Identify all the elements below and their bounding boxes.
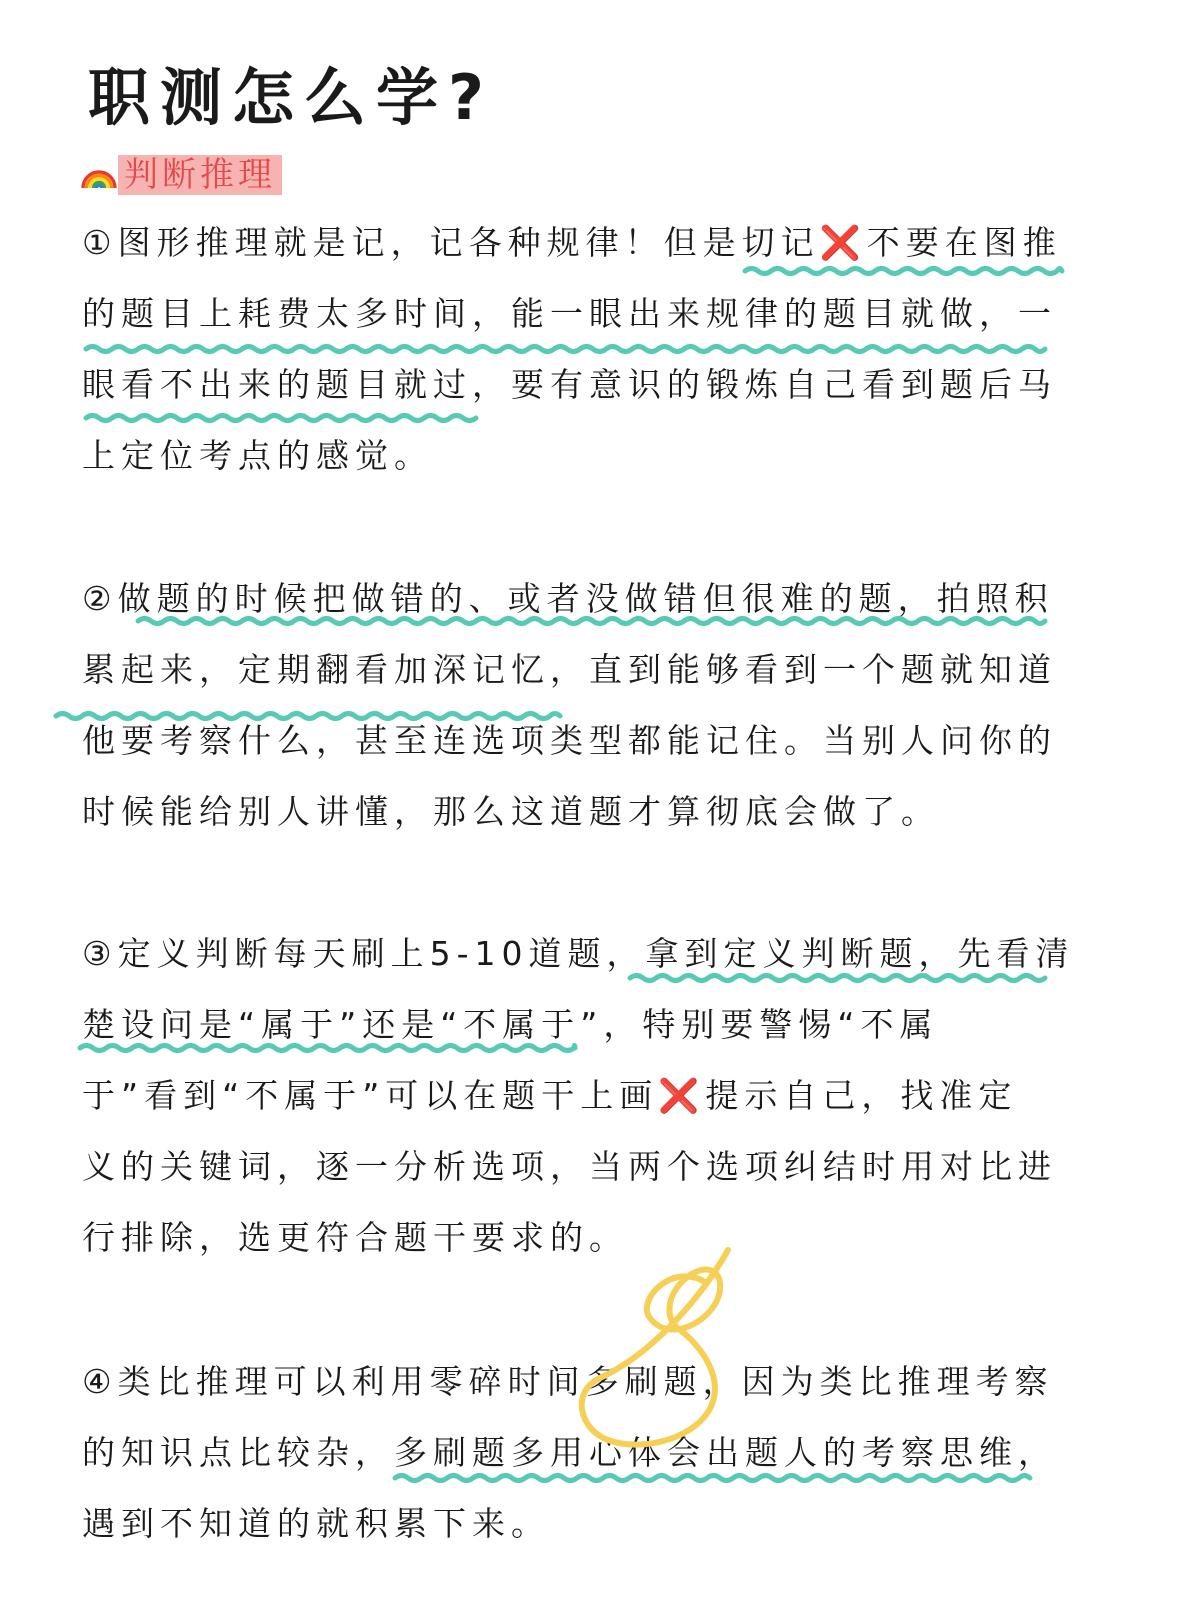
text-span: 不要在图推 bbox=[866, 223, 1062, 262]
text-line bbox=[82, 1358, 1054, 1406]
section-label: 判断推理 bbox=[118, 155, 282, 195]
text-span: 提示自己，找准定 bbox=[705, 1076, 1018, 1115]
text-span: 行排除，选更符合题干要求的。 bbox=[82, 1218, 628, 1257]
wavy-underline bbox=[86, 347, 1045, 352]
text-span: ④类比推理可以利用零碎时间多刷题，因为类比推理考察 bbox=[82, 1362, 1054, 1401]
page-title: 职测怎么学? bbox=[88, 61, 494, 134]
text-line bbox=[82, 1143, 1057, 1191]
text-span: 于”看到“不属于”可以在题干上画 bbox=[82, 1076, 659, 1115]
text-line bbox=[82, 788, 940, 836]
text-line bbox=[82, 1001, 938, 1049]
text-span: 遇到不知道的就积累下来。 bbox=[82, 1504, 550, 1543]
text-span: 上定位考点的感觉。 bbox=[82, 436, 433, 475]
section-heading bbox=[80, 153, 282, 197]
text-line bbox=[82, 575, 1054, 623]
text-span: 他要考察什么，甚至连选项类型都能记住。当别人问你的 bbox=[82, 721, 1057, 760]
text-line bbox=[82, 361, 1057, 409]
wavy-underline bbox=[86, 416, 476, 421]
text-span: 累起来，定期翻看加深记忆，直到能够看到一个题就知道 bbox=[82, 650, 1057, 689]
text-line bbox=[82, 1500, 550, 1548]
text-span: 时候能给别人讲懂，那么这道题才算彻底会做了。 bbox=[82, 792, 940, 831]
text-line bbox=[82, 930, 1074, 978]
text-line bbox=[82, 1072, 1017, 1120]
text-span: 义的关键词，逐一分析选项，当两个选项纠结时用对比进 bbox=[82, 1147, 1057, 1186]
text-span: 楚设问是“属于”还是“不属于”，特别要警惕“不属 bbox=[82, 1005, 939, 1044]
text-line bbox=[82, 432, 433, 480]
cross-mark-icon: ❌ bbox=[658, 1076, 706, 1115]
text-line bbox=[82, 1429, 1057, 1477]
cross-mark-icon: ❌ bbox=[819, 223, 867, 262]
wavy-underline bbox=[745, 269, 1062, 274]
text-span: ①图形推理就是记，记各种规律！但是切记 bbox=[82, 223, 820, 262]
text-span: 的题目上耗费太多时间，能一眼出来规律的题目就做，一 bbox=[82, 294, 1057, 333]
text-line bbox=[82, 1214, 628, 1262]
text-line bbox=[82, 219, 1062, 267]
text-line bbox=[82, 646, 1057, 694]
text-span: 的知识点比较杂，多刷题多用心体会出题人的考察思维， bbox=[82, 1433, 1057, 1472]
text-span: ②做题的时候把做错的、或者没做错但很难的题，拍照积 bbox=[82, 579, 1054, 618]
rainbow-icon bbox=[80, 158, 118, 190]
text-line bbox=[82, 290, 1057, 338]
text-span: ③定义判断每天刷上5-10道题，拿到定义判断题，先看清 bbox=[82, 934, 1075, 973]
doodle-scribble bbox=[582, 1250, 728, 1445]
text-line bbox=[82, 717, 1057, 765]
text-span: 眼看不出来的题目就过，要有意识的锻炼自己看到题后马 bbox=[82, 365, 1057, 404]
